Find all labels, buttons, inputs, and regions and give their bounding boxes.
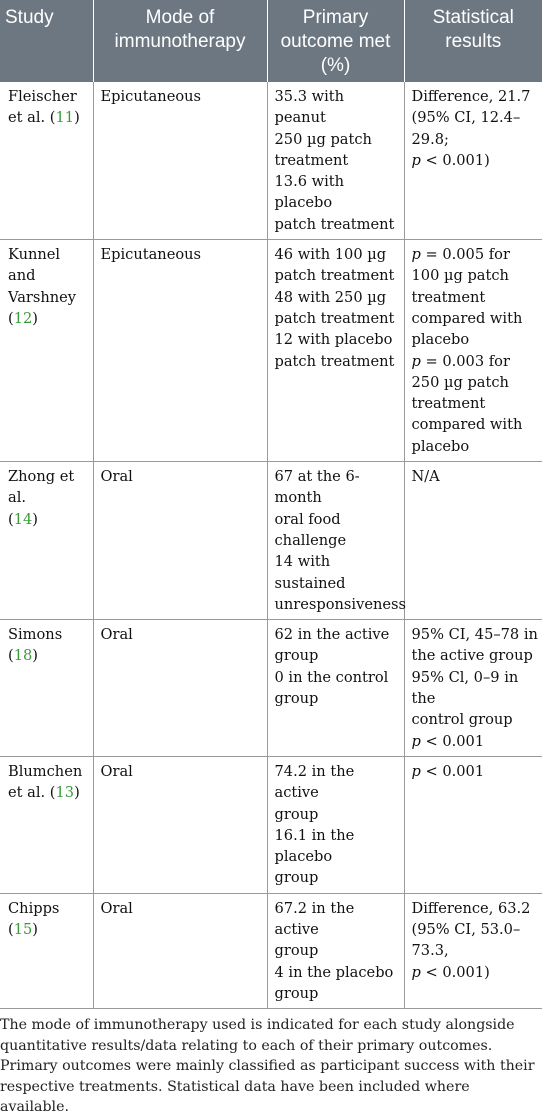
p-symbol: p	[411, 732, 421, 750]
study-text: et al. (	[8, 784, 56, 802]
mode-cell: Oral	[93, 462, 267, 620]
study-text: Kunnel and	[8, 246, 61, 285]
p-symbol: p	[411, 246, 421, 264]
stats-cell	[404, 240, 542, 462]
stats-line: (95% CI, 53.0–73.3,	[411, 920, 521, 960]
mode-cell: Oral	[93, 620, 267, 757]
outcome-line: 67.2 in the active	[274, 899, 355, 938]
outcome-cell	[267, 462, 404, 620]
outcome-line: oral food challenge	[274, 510, 347, 549]
table-footnote: The mode of immunotherapy used is indicated for each study alongside quantitative results/data relating to each of their primary outcomes. Primary outcomes were mainly classified as participant success with their respective treatments. Statistical data have been included where available.	[0, 1017, 535, 1116]
outcome-line: group	[274, 869, 319, 887]
header-mode: Mode of immunotherapy	[93, 0, 267, 82]
study-cell	[0, 82, 93, 240]
stats-line: compared with	[411, 416, 523, 434]
study-text: Fleischer	[8, 88, 77, 105]
outcome-line: 67 at the 6-month	[274, 468, 360, 507]
p-symbol: p	[411, 151, 421, 169]
stats-cell	[404, 893, 542, 1008]
header-row	[0, 0, 542, 82]
outcome-line: patch treatment	[274, 352, 395, 370]
p-symbol: p	[411, 352, 421, 370]
stats-line: 100 µg patch	[411, 267, 509, 285]
stats-line: treatment	[411, 395, 486, 413]
stats-line: 250 µg patch	[411, 373, 509, 391]
stats-cell	[404, 462, 542, 620]
outcome-line: 0 in the control	[274, 668, 389, 686]
outcome-line: 12 with placebo	[274, 331, 393, 349]
study-cell	[0, 893, 93, 1008]
outcome-line: 48 with 250 µg	[274, 288, 387, 306]
study-cell	[0, 462, 93, 620]
study-text: )	[74, 784, 80, 802]
stats-line: (95% CI, 12.4–29.8;	[411, 109, 521, 148]
outcome-line: group	[274, 690, 319, 708]
stats-line: treatment	[411, 288, 486, 306]
outcome-line: group	[274, 647, 319, 665]
outcome-line: patch treatment	[274, 309, 395, 327]
p-symbol: p	[411, 762, 421, 780]
stats-line: placebo	[411, 437, 470, 455]
reference-link[interactable]: 13	[55, 784, 75, 802]
outcome-line: group	[274, 805, 319, 823]
stats-cell	[404, 82, 542, 240]
reference-link[interactable]: 11	[55, 109, 75, 127]
study-text: )	[32, 920, 38, 938]
stats-line: = 0.005 for	[420, 246, 510, 264]
table-row	[0, 620, 542, 757]
stats-line: < 0.001	[420, 732, 485, 750]
study-text: et al. (	[8, 109, 56, 127]
table-row	[0, 240, 542, 462]
outcome-cell	[267, 893, 404, 1008]
stats-line: 95% Cl, 0–9 in the	[411, 668, 519, 708]
study-cell	[0, 756, 93, 893]
stats-line: < 0.001	[420, 762, 485, 780]
stats-line: N/A	[411, 468, 440, 486]
stats-line: Difference, 63.2	[411, 899, 531, 917]
table-row	[0, 756, 542, 893]
study-text: Simons (	[8, 626, 63, 665]
study-text: )	[32, 510, 38, 528]
study-text: (	[8, 510, 14, 528]
stats-line: control group	[411, 711, 513, 729]
reference-link[interactable]: 15	[13, 920, 33, 938]
reference-link[interactable]: 14	[13, 510, 33, 528]
header-outcome: Primary outcome met (%)	[267, 0, 404, 82]
stats-line: < 0.001)	[420, 963, 490, 981]
outcome-line: group	[274, 942, 319, 960]
outcome-line: 46 with 100 µg	[274, 246, 387, 264]
p-symbol: p	[411, 963, 421, 981]
stats-line: the active group	[411, 647, 533, 665]
study-text: )	[32, 647, 38, 665]
outcome-line: 62 in the active	[274, 626, 390, 644]
outcome-line: 14 with sustained	[274, 553, 346, 592]
outcome-line: patch treatment	[274, 215, 395, 233]
outcome-cell	[267, 240, 404, 462]
stats-cell	[404, 620, 542, 757]
outcome-line: group	[274, 984, 319, 1002]
table-row	[0, 462, 542, 620]
mode-cell: Epicutaneous	[93, 82, 267, 240]
mode-cell: Oral	[93, 893, 267, 1008]
study-cell	[0, 240, 93, 462]
study-text: Chipps (	[8, 899, 60, 938]
outcome-line: patch treatment	[274, 267, 395, 285]
stats-cell	[404, 756, 542, 893]
stats-line: = 0.003 for	[420, 352, 510, 370]
outcome-line: 16.1 in the placebo	[274, 826, 355, 866]
study-text: Blumchen	[8, 762, 83, 780]
reference-link[interactable]: 18	[13, 647, 33, 665]
study-text: Zhong et al.	[8, 468, 75, 507]
stats-line: compared with	[411, 309, 523, 327]
mode-cell: Oral	[93, 756, 267, 893]
outcome-line: 74.2 in the active	[274, 762, 355, 802]
study-text: )	[74, 109, 80, 127]
outcome-line: 35.3 with peanut	[274, 88, 345, 127]
outcome-cell	[267, 756, 404, 893]
table-row	[0, 893, 542, 1008]
outcome-line: treatment	[274, 151, 349, 169]
stats-line: 95% CI, 45–78 in	[411, 626, 538, 644]
header-study: Study	[0, 0, 93, 82]
outcome-line: unresponsiveness	[274, 595, 406, 613]
study-cell	[0, 620, 93, 757]
outcome-cell	[267, 620, 404, 757]
study-text: )	[32, 309, 38, 327]
outcome-line: 4 in the placebo	[274, 963, 394, 981]
outcome-line: 250 µg patch	[274, 130, 372, 148]
stats-line: placebo	[411, 331, 470, 349]
study-text: (	[8, 309, 14, 327]
reference-link[interactable]: 12	[13, 309, 33, 327]
stats-line: < 0.001)	[420, 151, 490, 169]
study-text: Varshney	[8, 288, 77, 306]
table-row	[0, 82, 542, 240]
stats-line: Difference, 21.7	[411, 88, 531, 105]
outcome-line: 13.6 with placebo	[274, 173, 345, 212]
header-stats: Statistical results	[404, 0, 542, 82]
mode-cell: Epicutaneous	[93, 240, 267, 462]
outcome-cell	[267, 82, 404, 240]
